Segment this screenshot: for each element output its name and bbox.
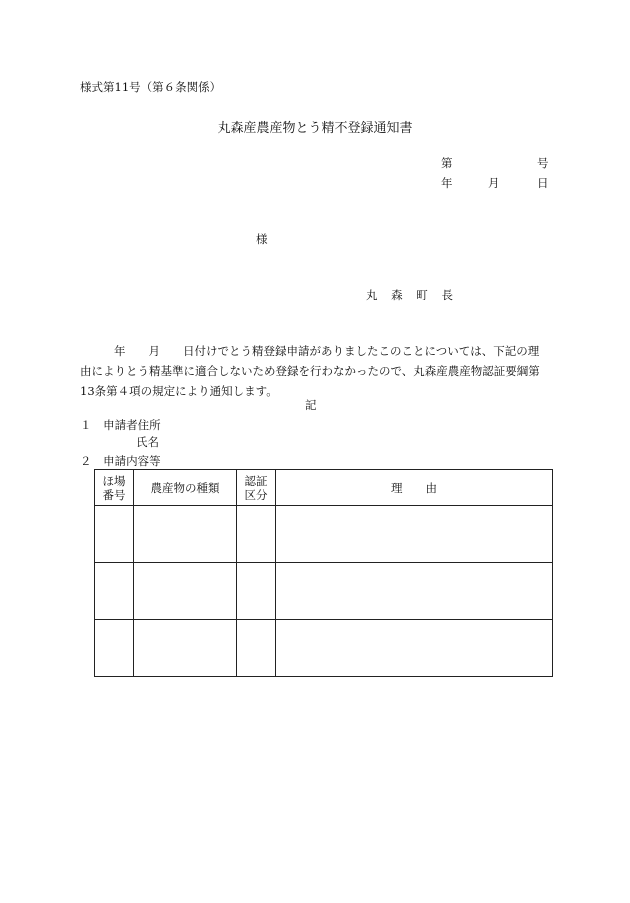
body-line-3: 13条第４項の規定により通知します。 bbox=[80, 384, 278, 398]
item1-label: 申請者住所 bbox=[103, 418, 161, 432]
field-number-header-line1: ほ場 bbox=[102, 473, 126, 488]
body-line-1: 年 月 日付けでとう精登録申請がありましたこのことについては、下記の理 bbox=[114, 344, 540, 358]
col-crop-type: 農産物の種類 bbox=[134, 470, 237, 506]
col-reason: 理 由 bbox=[276, 470, 553, 506]
table-row bbox=[95, 620, 553, 677]
issuer-name: 丸 森 町 長 bbox=[366, 288, 458, 302]
cert-class-cell[interactable] bbox=[237, 563, 276, 620]
date-day-label: 日 bbox=[537, 176, 549, 190]
field-number-cell[interactable] bbox=[95, 563, 134, 620]
table-header-row bbox=[95, 470, 553, 506]
addressee-suffix: 様 bbox=[256, 232, 268, 246]
cert-class-cell[interactable] bbox=[237, 620, 276, 677]
item1-number: １ bbox=[80, 418, 92, 432]
date-month-label: 月 bbox=[488, 176, 500, 190]
cert-class-header-line2: 区分 bbox=[244, 487, 268, 502]
notice-body bbox=[80, 341, 550, 401]
application-table bbox=[94, 469, 553, 677]
item1-name-label: 氏名 bbox=[136, 435, 159, 449]
cert-class-header-line1: 認証 bbox=[244, 473, 268, 488]
number-dai-label: 第 bbox=[441, 156, 453, 170]
field-number-cell[interactable] bbox=[95, 506, 134, 563]
cert-class-cell[interactable] bbox=[237, 506, 276, 563]
crop-type-cell[interactable] bbox=[134, 620, 237, 677]
table-row bbox=[95, 506, 553, 563]
field-number-cell[interactable] bbox=[95, 620, 134, 677]
col-cert-class bbox=[237, 470, 276, 506]
item2-number: ２ bbox=[80, 454, 92, 468]
crop-type-cell[interactable] bbox=[134, 506, 237, 563]
crop-type-cell[interactable] bbox=[134, 563, 237, 620]
reason-cell[interactable] bbox=[276, 563, 553, 620]
table-row bbox=[95, 563, 553, 620]
ki-heading: 記 bbox=[305, 398, 317, 412]
col-field-number bbox=[95, 470, 134, 506]
body-line-2: 由によりとう精基準に適合しないため登録を行わなかったので、丸森産農産物認証要綱第 bbox=[80, 364, 540, 378]
reason-cell[interactable] bbox=[276, 620, 553, 677]
document-title: 丸森産農産物とう精不登録通知書 bbox=[217, 121, 413, 136]
item-application-content bbox=[80, 454, 161, 468]
number-go-label: 号 bbox=[537, 156, 549, 170]
item-applicant bbox=[80, 418, 161, 432]
reason-cell[interactable] bbox=[276, 506, 553, 563]
field-number-header-line2: 番号 bbox=[102, 487, 126, 502]
item2-label: 申請内容等 bbox=[103, 454, 161, 468]
form-number: 様式第11号（第６条関係） bbox=[80, 80, 222, 94]
date-year-label: 年 bbox=[441, 176, 453, 190]
